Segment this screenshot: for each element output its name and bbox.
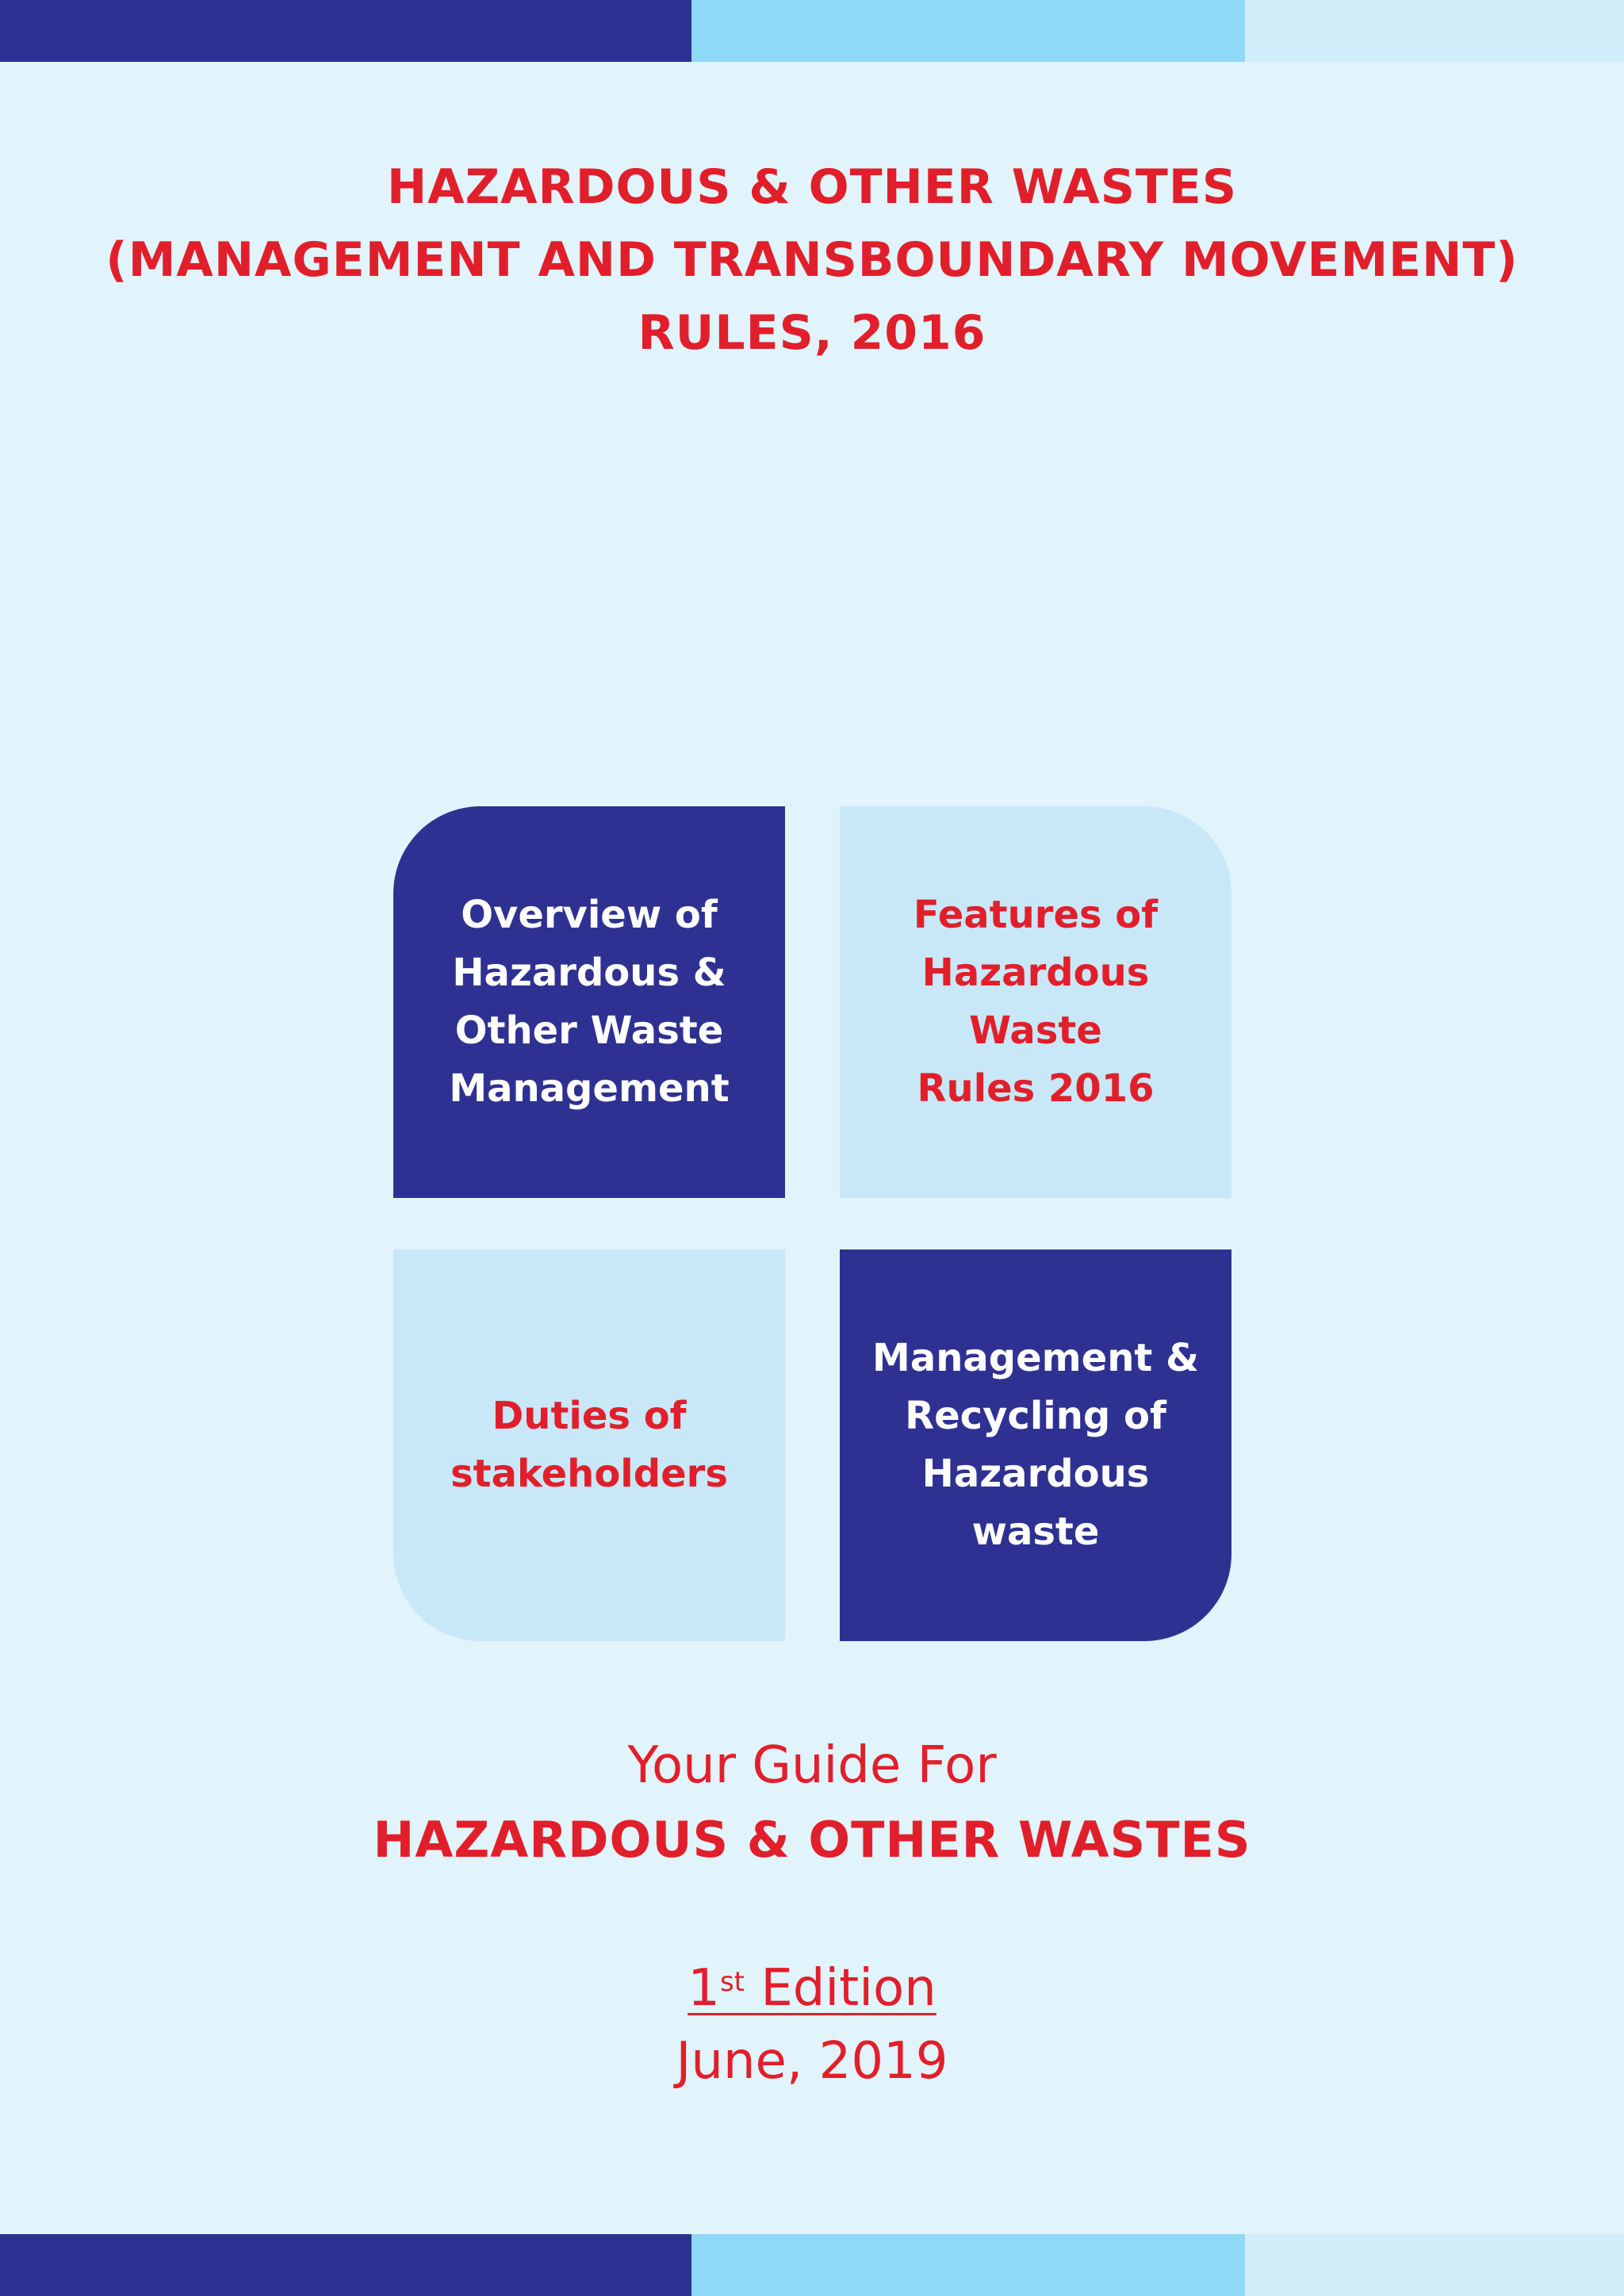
guide-heading <box>0 1728 1624 1877</box>
tile-features <box>840 806 1231 1198</box>
guide-line-1: Your Guide For <box>627 1736 997 1795</box>
edition-date: June, 2019 <box>676 2032 948 2091</box>
edition-suffix: st <box>719 1966 745 1998</box>
tile-overview <box>393 806 785 1198</box>
top-band-navy-segment <box>0 0 691 62</box>
tile-management-recycling <box>840 1249 1231 1641</box>
tile-duties-label: Duties of stakeholders <box>450 1394 728 1496</box>
edition-number: 1 <box>688 1959 720 2018</box>
bottom-band-sky-segment <box>691 2234 1245 2296</box>
title-line-1: HAZARDOUS & OTHER WASTES <box>386 159 1238 215</box>
title-line-3: RULES, 2016 <box>638 305 986 361</box>
tile-duties <box>393 1249 785 1641</box>
tile-features-label: Features of Hazardous Waste Rules 2016 <box>913 893 1159 1111</box>
edition-block <box>0 1952 1624 2098</box>
edition-text: Edition <box>744 1959 936 2018</box>
edition-line <box>0 1952 1624 2025</box>
bottom-color-band <box>0 2234 1624 2296</box>
document-title <box>0 151 1624 369</box>
bottom-band-pale-segment <box>1245 2234 1624 2296</box>
title-line-2: (MANAGEMENT AND TRANSBOUNDARY MOVEMENT) <box>105 232 1519 288</box>
bottom-band-navy-segment <box>0 2234 691 2296</box>
top-color-band <box>0 0 1624 62</box>
top-band-sky-segment <box>691 0 1245 62</box>
top-band-pale-segment <box>1245 0 1624 62</box>
tile-management-recycling-label: Management & Recycling of Hazardous waste <box>872 1336 1199 1554</box>
tile-overview-label: Overview of Hazardous & Other Waste Management <box>449 893 730 1111</box>
edition-label <box>688 1959 936 2018</box>
guide-line-2: HAZARDOUS & OTHER WASTES <box>373 1811 1251 1869</box>
